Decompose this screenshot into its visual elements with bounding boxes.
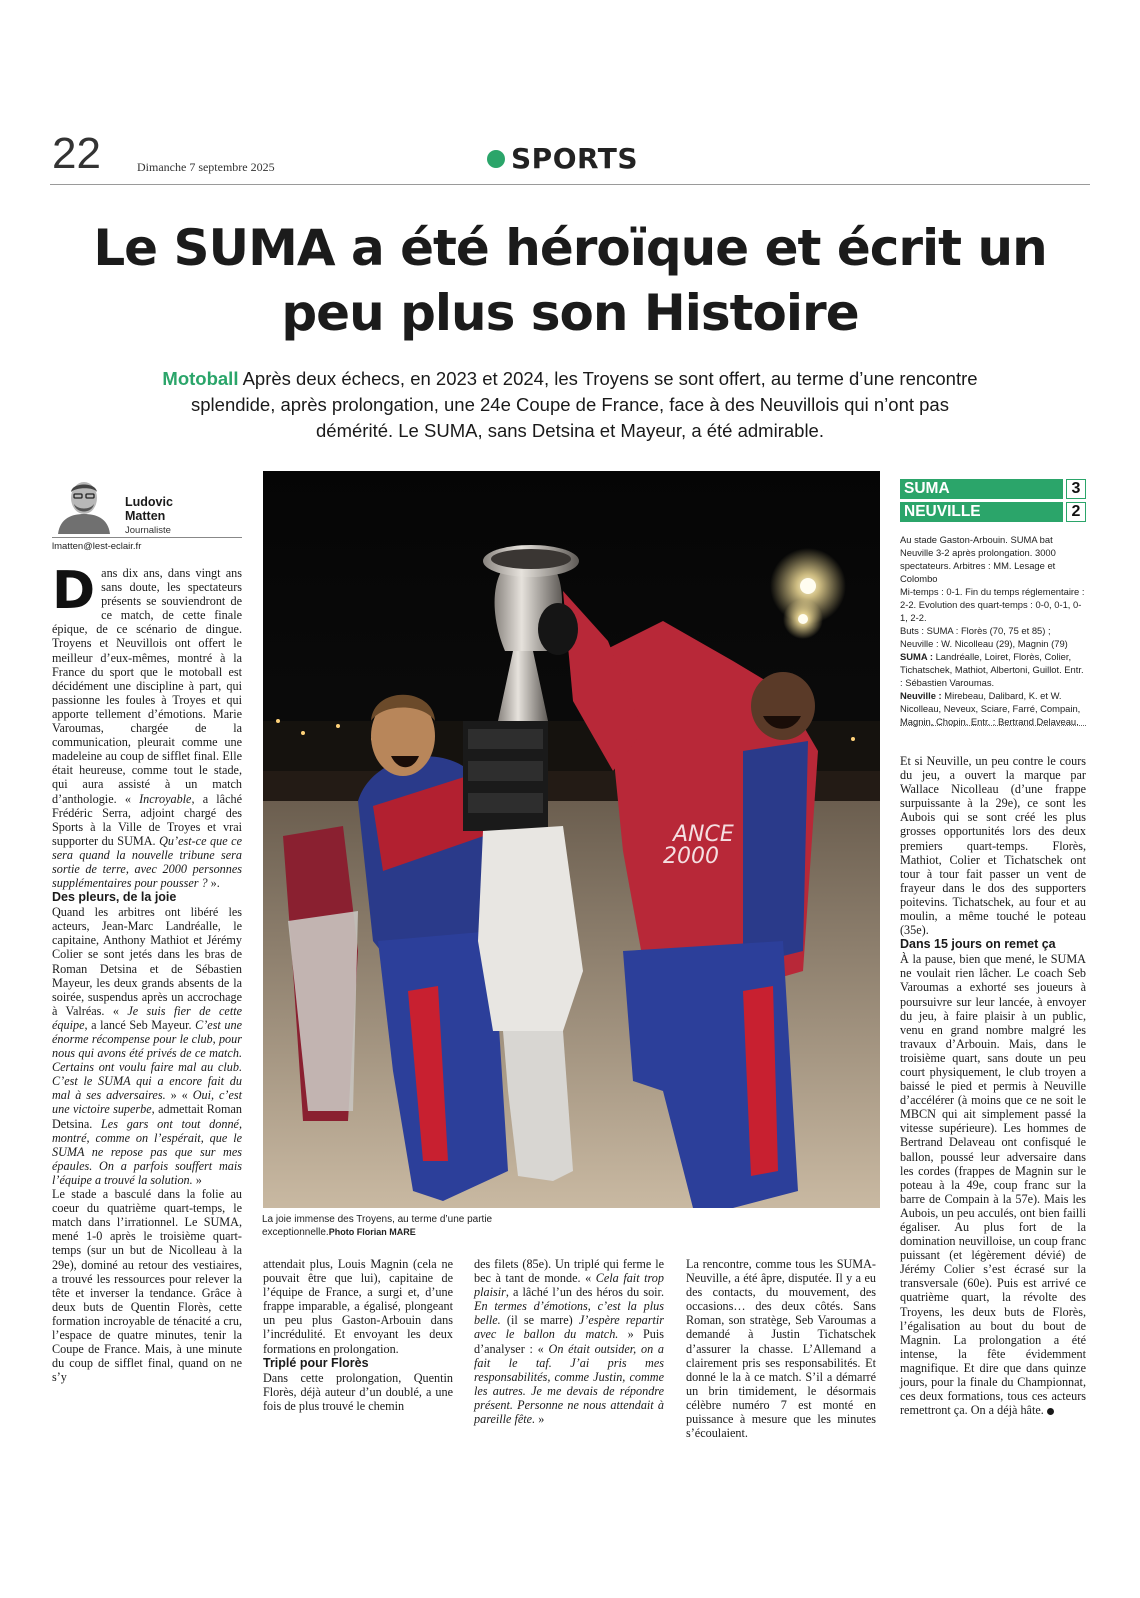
author-name: Ludovic Matten — [125, 495, 173, 523]
quote: Les gars ont tout donné, montré, comme on l’espérait, que le SUMA ne repose pas que sur mes épaules. On a parfois souffert mais l’équipe a trouvé la solution. — [52, 1116, 242, 1187]
article-column-2 — [263, 1257, 453, 1413]
quote: Incroyable — [139, 791, 192, 806]
subheading: Des pleurs, de la joie — [52, 890, 177, 905]
away-score: 2 — [1066, 502, 1086, 522]
jersey-print: 2000 — [663, 844, 719, 869]
article-column-3 — [474, 1257, 664, 1426]
article-column-1 — [52, 561, 243, 1385]
quote: C’est une énorme récompense pour le club, pour nous qui avons été privés de ce match. Certains ont voulu faire mal au club. C’est le SUMA qui a encore fait du mal à ses adversaires. — [52, 1017, 242, 1103]
subheading: Dans 15 jours on remet ça — [900, 937, 1056, 952]
caption-text: La joie immense des Troyens, au terme d’une partie exceptionnelle. — [262, 1214, 493, 1238]
dropcap: D — [52, 561, 96, 621]
jersey-print: ANCE — [673, 822, 734, 847]
article-column-5 — [900, 754, 1086, 1417]
home-team: SUMA — [900, 479, 1063, 499]
paragraph-text: » — [535, 1412, 545, 1427]
standfirst-text: Après deux échecs, en 2023 et 2024, les Troyens se sont offert, au terme d’une rencontre splendide, après prolongation, une 24e Coupe de France, face à des Neuvillois qui n’ont pas démérité. Le SUMA, sans Detsina et Mayeur, a été admirable. — [191, 368, 978, 441]
author-role: Journaliste — [125, 525, 171, 536]
photo-credit: Photo Florian MARE — [328, 1227, 416, 1237]
lineup-label: SUMA : — [900, 651, 933, 662]
quote: J’espère repartir avec le ballon du match. — [474, 1313, 665, 1342]
paragraph-text: La rencontre, comme tous les SUMA-Neuville, a été âpre, disputée. Il y a eu des contacts, du mouvement, des occasions… des deux côtés. Sans Roman, son stratège, Seb Varoumas a demandé à Justin Tichatschek d’assurer la chasse. L’Allemand a clairement pris ses responsabilités. Et donné le la à ce match. S’il a démarré un brin timidement, le désormais célèbre numéro 7 est monté en puissance à mesure que les minutes s’écoulaient. — [686, 1257, 876, 1441]
paragraph-text: ans dix ans, dans vingt ans sans doute, les spectateurs présents se souviendront de ce match, de cette finale épique, de ce scénario de dingue. Troyens et Neuvillois ont offert le meilleur d’eux-mêmes, montré à la France du sport que le motoball est décidément une discipline à part, qui passionne les foules à Troyes et qui apporte tellement d’émotions. Marie Varoumas, chargée de la communication, pleurait comme une madeleine au coup de sifflet final. Elle était heureuse, comme tout le stade, qui aura assisté à un match d’anthologie. « — [52, 566, 242, 806]
lineup-neuville: Mirebeau, Dalibard, K. et W. Nicolleau, Neveux, Sciare, Farré, Compain, Magnin, Chopin. Entr. : Bertrand Delaveau. — [900, 690, 1081, 727]
paragraph-text: des filets (85e). Un triplé qui ferme le bec à tant de monde. « — [474, 1257, 664, 1286]
subheading: Triplé pour Florès — [263, 1355, 369, 1370]
scoreboard — [900, 479, 1086, 525]
standfirst — [150, 366, 990, 444]
quote: Je suis fier de cette équipe — [52, 1003, 242, 1032]
trophy-celebration-photo — [263, 471, 880, 1208]
match-sheet-divider — [900, 725, 1086, 726]
home-score: 3 — [1066, 479, 1086, 499]
match-halftime: Mi-temps : 0-1. Fin du temps réglementaire : 2-2. Evolution des quart-temps : 0-0, 0-1, 0-1, 2-2. — [900, 586, 1085, 623]
paragraph-text: Le stade a basculé dans la folie au coeur du quatrième quart-temps, le match dans l’irrationnel. Le SUMA, mené 1-0 après le troisième quart-temps (sur un but de Nicolleau à la 29e), dominé au retour des vestiaires, a trouvé les ressources pour relever la tête et inverser la tendance. Grâce à deux buts de Quentin Florès, cette formation incroyable de ténacité a cru, l’espace de quatre minutes, tenir la Coupe de France. Mais, à une minute du coup de sifflet final, quand on ne s’y — [52, 1187, 242, 1385]
score-row-away — [900, 502, 1086, 522]
author-divider — [52, 537, 242, 538]
section-dot-icon — [487, 150, 505, 168]
match-info: Au stade Gaston-Arbouin. SUMA bat Neuville 3-2 après prolongation. 3000 spectateurs. Arbitres : MM. Lesage et Colombo — [900, 534, 1056, 584]
paragraph-text: Dans cette prolongation, Quentin Florès, déjà auteur d’un doublé, a une fois de plus trouvé le chemin — [263, 1370, 453, 1413]
match-goals: Buts : SUMA : Florès (70, 75 et 85) ; Neuville : W. Nicolleau (29), Magnin (79) — [900, 625, 1068, 649]
quote: En termes d’émotions, c’est la plus belle. — [474, 1299, 664, 1328]
quote: Cela fait trop plaisir — [474, 1271, 664, 1300]
section-label: SPORTS — [511, 142, 639, 175]
standfirst-kicker: Motoball — [162, 368, 239, 389]
quote: Oui, c’est une victoire superbe — [52, 1088, 243, 1117]
header-divider — [50, 184, 1090, 185]
section-rubric — [487, 142, 638, 175]
paragraph-text: Quand les arbitres ont libéré les acteurs, Jean-Marc Landréalle, le capitaine, Anthony Mathiot et Jérémy Colier se sont jetés dans les bras de Roman Detsina et de Sébastien Mayeur, les deux grands absents de la soirée, suspendus après un accrochage à Valréas. « — [52, 905, 242, 1018]
lineup-label: Neuville : — [900, 690, 942, 701]
paragraph-text: , a lâché l’un des héros du soir. — [505, 1285, 664, 1300]
paragraph-text: » Puis d’analyser : « — [474, 1327, 664, 1356]
paragraph-text: , admettait Roman Detsina. — [52, 1102, 242, 1131]
end-of-article-icon — [1047, 1408, 1054, 1415]
paragraph-text: » — [192, 1172, 202, 1187]
paragraph-text: attendait plus, Louis Magnin (cela ne pouvait être que lui), capitaine de l’équipe de France, a surgi et, d’une frappe imparable, a égalisé, plongeant un peu plus Gaston-Arbouin dans l’incrédulité. Et envoyant les deux formations en prolongation. — [263, 1257, 453, 1356]
away-team: NEUVILLE — [900, 502, 1063, 522]
paragraph-text: » « — [165, 1088, 188, 1103]
paragraph-text: ». — [207, 876, 220, 891]
score-row-home — [900, 479, 1086, 499]
paragraph-text: Et si Neuville, un peu contre le cours du jeu, a ouvert la marque par Wallace Nicolleau (d’une frappe surpuissante à la 29e), ce sont les Aubois qui se sont créé les plus grosses opportunités lors des deux premiers quart-temps. Florès, Mathiot, Colier et Tichatschek ont tour à tour fait passer un vent de frayeur dans le dos des supporters poitevins. Tichatschek, au four et au moulin, a même touché le poteau (35e). — [900, 754, 1086, 938]
article-column-4 — [686, 1257, 876, 1440]
match-sheet — [900, 533, 1086, 728]
paragraph-text: À la pause, bien que mené, le SUMA ne voulait rien lâcher. Le coach Seb Varoumas a exhorté ses joueurs à poursuivre sur leur lancée, à envoyer du jeu, à faire plaisir à un public, venu en grand nombre malgré les travaux d’Arbouin. Mais, dans le troisième quart, sans doute un peu court physiquement, le club troyen a baissé le pied et permis à Neuville d’accélérer (à moins que ce ne soit le MBCN qui ait simplement passé la vitesse supérieure). Les hommes de Bertrand Delaveau ont confisqué le ballon, poussé leur adversaire dans les cordes (frappes de Magnin sur le poteau à la 49e, coup franc sur la barre de Compain à la 57e). Mais les Aubois, un peu acculés, ont bien failli égaliser. Au plus fort de la domination neuvilloise, un coup franc puissant (et légèrement dévié) de Jérémy Colier s’est écrasé sur la transversale (60e). Puis est arrivé ce quatrième quart, la révolte des Troyens, les deux buts de Florès, l’égalisation au bout du bout de Magnin. La prolongation a été intense, la fête évidemment magnifique. Et dire que dans quinze jours, pour la finale du Championnat, ces deux formations, tous ces acteurs remettront ça. On a déjà hâte. — [900, 952, 1086, 1418]
photo-caption — [262, 1213, 502, 1239]
author-avatar — [52, 470, 116, 534]
author-email: lmatten@lest-eclair.fr — [52, 541, 142, 552]
quote: On était outsider, on a fait le taf. J’ai pris mes responsabilités, comme Justin, comme les autres. Je me devais de répondre présent. Personne ne nous attendait à pareille fête. — [474, 1341, 665, 1427]
quote: Qu’est-ce que ce sera quand la nouvelle tribune sera sortie de terre, avec 2000 personnes supplémentaires pour pousser ? — [52, 833, 242, 891]
page-number: 22 — [52, 129, 101, 178]
paragraph-text: , a lancé Seb Mayeur. — [84, 1017, 192, 1032]
paragraph-text: (il se marre) — [500, 1313, 573, 1328]
paragraph-text: , a lâché Frédéric Serra, adjoint chargé des Sports à la Ville de Troyes et vrai supporter du SUMA. — [52, 791, 243, 848]
headline: Le SUMA a été héroïque et écrit un peu plus son Histoire — [93, 219, 1047, 342]
lineup-suma: Landréalle, Loiret, Florès, Colier, Tichatschek, Mathiot, Albertoni, Guillot. Entr. : Sébastien Varoumas. — [900, 651, 1084, 688]
issue-date: Dimanche 7 septembre 2025 — [137, 160, 275, 174]
